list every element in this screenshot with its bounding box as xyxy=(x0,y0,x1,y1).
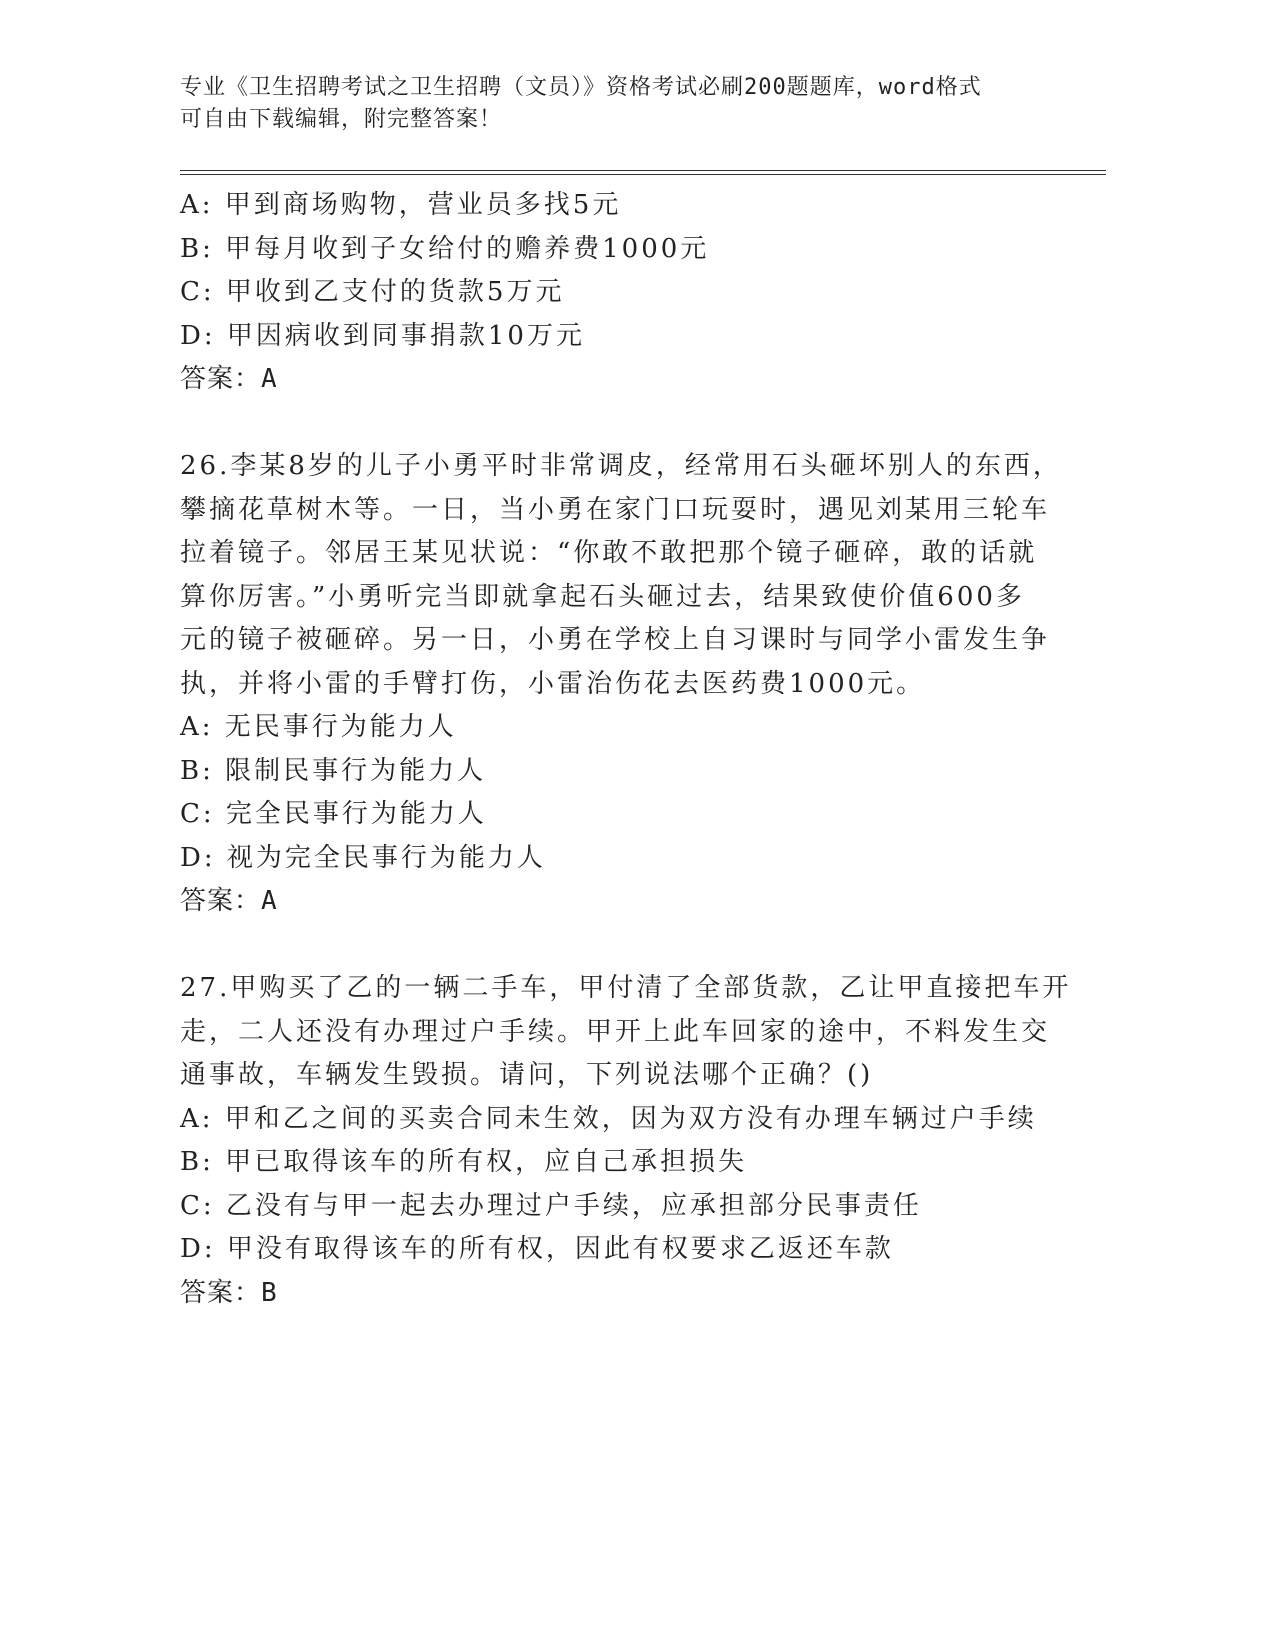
question-stem-line: 走，二人还没有办理过户手续。甲开上此车回家的途中，不料发生交 xyxy=(180,1016,1051,1047)
document-header xyxy=(180,72,1060,136)
question-26 xyxy=(180,445,1062,924)
question-stem-line: 27.甲购买了乙的一辆二手车，甲付清了全部货款，乙让甲直接把车开 xyxy=(180,973,1072,1003)
question-27 xyxy=(180,967,1072,1315)
option-c: C: 完全民事行为能力人 xyxy=(180,799,487,829)
question-stem-line: 元的镜子被砸碎。另一日，小勇在学校上自习课时与同学小雷发生争 xyxy=(180,625,1051,655)
header-divider-top xyxy=(180,170,1106,171)
header-title-line-1: 专业《卫生招聘考试之卫生招聘（文员）》资格考试必刷200题题库，word格式 xyxy=(180,75,982,100)
question-stem-line: 算你厉害。”小勇听完当即就拿起石头砸过去，结果致使价值600多 xyxy=(180,581,1025,612)
answer-line: 答案：A xyxy=(180,886,278,916)
option-a: A: 甲到商场购物，营业员多找5元 xyxy=(180,190,622,220)
question-stem-line: 执，并将小雷的手臂打伤，小雷治伤花去医药费1000元。 xyxy=(180,668,926,699)
header-divider-bottom xyxy=(180,174,1106,175)
question-stem-line: 26.李某8岁的儿子小勇平时非常调皮，经常用石头砸坏别人的东西， xyxy=(180,451,1062,481)
spacer xyxy=(180,402,1050,446)
option-b: B: 限制民事行为能力人 xyxy=(180,755,487,786)
question-stem-line: 攀摘花草树木等。一日，当小勇在家门口玩耍时，遇见刘某用三轮车 xyxy=(180,494,1051,525)
option-a: A: 无民事行为能力人 xyxy=(180,712,457,742)
option-b: B: 甲已取得该车的所有权，应自己承担损失 xyxy=(180,1147,748,1177)
spacer xyxy=(180,924,1050,968)
option-d: D: 甲没有取得该车的所有权，因此有权要求乙返还车款 xyxy=(180,1234,894,1264)
option-d: D: 视为完全民事行为能力人 xyxy=(180,842,546,873)
option-d: D: 甲因病收到同事捐款10万元 xyxy=(180,320,585,351)
answer-line: 答案：B xyxy=(180,1277,278,1308)
answer-line: 答案：A xyxy=(180,364,278,394)
question-25 xyxy=(180,184,1050,402)
question-stem-line: 通事故，车辆发生毁损。请问，下列说法哪个正确？() xyxy=(180,1060,874,1090)
option-c: C: 乙没有与甲一起去办理过户手续，应承担部分民事责任 xyxy=(180,1190,922,1221)
question-stem-line: 拉着镜子。邻居王某见状说：“你敢不敢把那个镜子砸碎，敢的话就 xyxy=(180,538,1038,568)
option-c: C: 甲收到乙支付的货款5万元 xyxy=(180,277,565,307)
header-title-line-2: 可自由下载编辑，附完整答案！ xyxy=(180,107,503,132)
option-a: A: 甲和乙之间的买卖合同未生效，因为双方没有办理车辆过户手续 xyxy=(180,1103,1037,1134)
option-b: B: 甲每月收到子女给付的赡养费1000元 xyxy=(180,233,710,264)
document-body xyxy=(180,184,1072,1315)
